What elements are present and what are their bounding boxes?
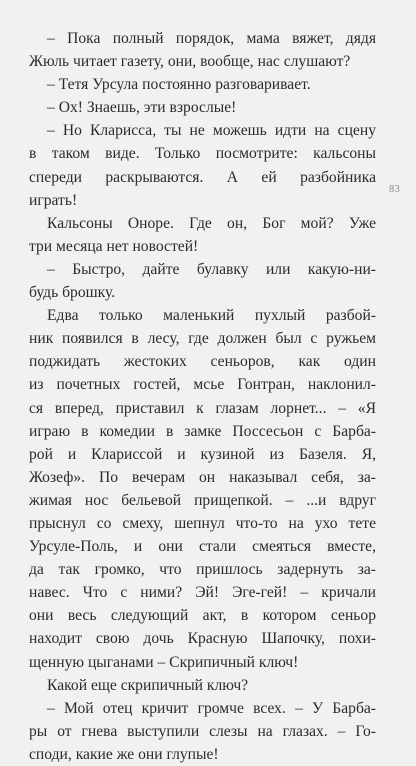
text-line: Едва только маленький пухлый разбой-: [47, 307, 376, 325]
text-line: жимая нос бельевой прищепкой. – ...и вдруг: [29, 491, 376, 509]
page-number: 83: [389, 184, 400, 195]
text-line: три месяца нет новостей!: [29, 237, 199, 255]
text-line: в таком виде. Только посмотрите: кальсоны: [29, 145, 376, 163]
text-line: споди, какие же они глупые!: [29, 745, 219, 763]
text-line: ся вперед, приставил к глазам лорнет... – «Я: [29, 399, 376, 417]
body-text: [29, 27, 376, 766]
text-line: Жозеф». По вечерам он наказывал себя, за-: [29, 468, 376, 486]
text-line: навес. Что с ними? Эй! Эге-гей! – кричали: [29, 584, 376, 602]
text-line: – Но Кларисса, ты не можешь идти на сцену: [47, 122, 376, 140]
text-line: играть!: [29, 191, 78, 209]
text-line: щенную цыганами – Скрипичный ключ!: [29, 653, 299, 671]
text-line: Кальсоны Оноре. Где он, Бог мой? Уже: [47, 214, 376, 232]
text-line: находит свою дочь Красную Шапочку, похи-: [29, 630, 376, 648]
text-line: ник появился в лесу, где должен был с ружьем: [29, 330, 376, 348]
text-line: ры от гнева выступили слезы на глазах. – Го-: [29, 722, 376, 740]
text-line: – Быстро, дайте булавку или какую-ни-: [47, 260, 376, 278]
text-line: Какой еще скрипичный ключ?: [47, 676, 249, 694]
text-line: Жюль читает газету, они, вообще, нас слушают?: [29, 53, 351, 71]
text-line: из почетных гостей, мсье Гонтран, наклонил-: [29, 376, 376, 394]
text-line: Урсуле-Поль, и они стали смеяться вместе,: [29, 538, 376, 556]
text-line: да так громко, что пришлось задернуть за-: [29, 561, 376, 579]
text-line: спереди раскрываются. А ей разбойника: [29, 168, 376, 186]
text-line: – Мой отец кричит громче всех. – У Барба-: [47, 699, 376, 717]
text-line: прыснул со смеху, шепнул что-то на ухо тете: [29, 514, 376, 532]
text-line: – Ох! Знаешь, эти взрослые!: [47, 99, 237, 117]
text-line: играю в комедии в замке Поссесьон с Барба-: [29, 422, 376, 440]
text-line: – Пока полный порядок, мама вяжет, дядя: [47, 30, 376, 47]
text-line: будь брошку.: [29, 284, 116, 302]
text-line: они весь следующий акт, в котором сеньор: [29, 607, 376, 625]
text-line: поджидать жестоких сеньоров, как один: [29, 353, 376, 371]
text-line: – Тетя Урсула постоянно разговаривает.: [47, 76, 311, 94]
text-line: рой и Клариссой и кузиной из Базеля. Я,: [29, 445, 376, 463]
